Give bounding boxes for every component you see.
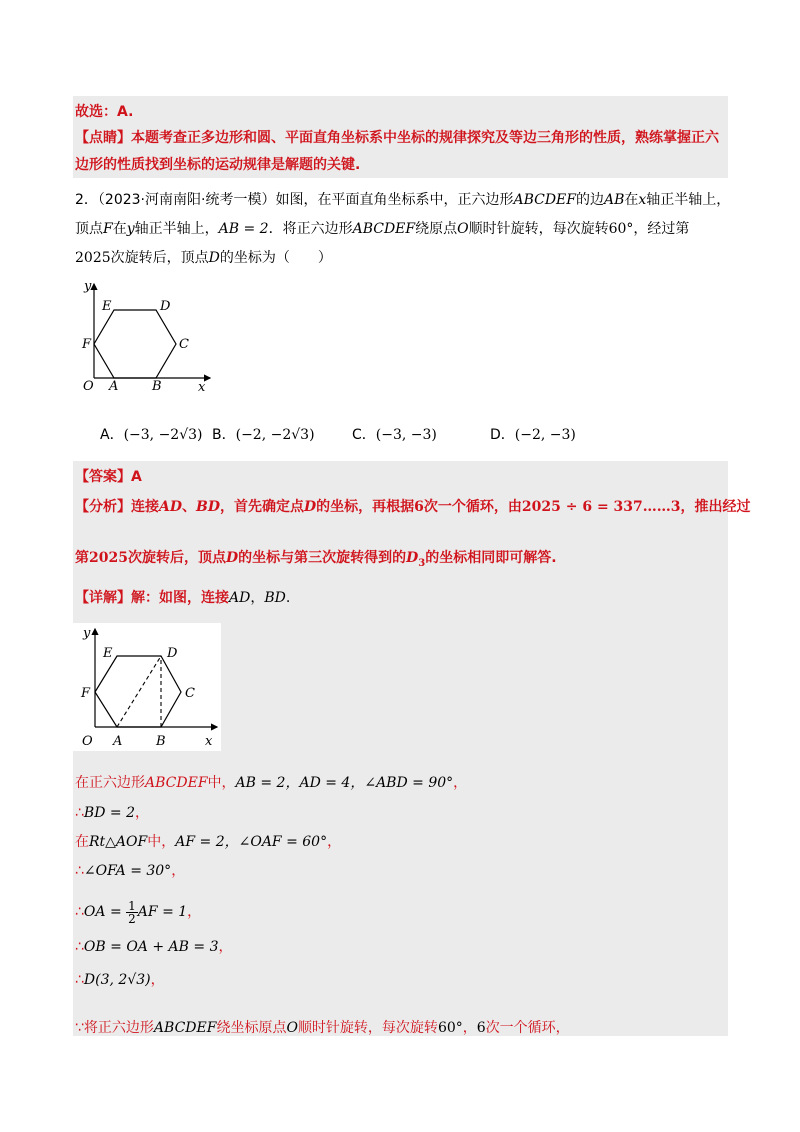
q-text: 轴正半轴上， xyxy=(646,192,731,208)
q-text: 顺时针旋转，每次旋转 xyxy=(468,221,609,237)
option-label: C． xyxy=(352,427,376,443)
a-bd: BD xyxy=(196,499,220,515)
segment-ad xyxy=(117,656,161,727)
a-text: 的坐标相同即可解答. xyxy=(425,550,557,566)
label-f: F xyxy=(82,337,92,352)
analysis-line1 xyxy=(75,497,751,517)
question-line2 xyxy=(75,219,689,239)
detail-step5: ∴OA = $\frac{1}{2}$ AF = 1， xyxy=(75,898,202,926)
detail-step3: 在Rt△AOF中，AF = 2，∠OAF = 60°， xyxy=(75,834,342,850)
d-text: 解：如图，连接 xyxy=(131,590,229,606)
q-o: O xyxy=(457,221,469,237)
a-d: D xyxy=(304,499,317,515)
therefore-symbol: ∴ xyxy=(75,863,84,879)
q-x: x xyxy=(638,192,647,208)
question-line1 xyxy=(75,190,730,210)
label-y: y xyxy=(83,626,91,641)
answer-tag: 【答案】 xyxy=(75,469,131,485)
label-c: C xyxy=(185,686,195,701)
label-e: E xyxy=(102,299,112,314)
d-text: . xyxy=(285,590,291,606)
option-b xyxy=(212,424,315,444)
a-calc: 2025 ÷ 6 = 337……3 xyxy=(521,499,681,515)
question-source: （2023·河南南阳·统考一模） xyxy=(97,192,276,208)
hexagon-figure-2 xyxy=(73,623,221,751)
label-c: C xyxy=(179,337,189,352)
q-count: 2025 xyxy=(75,250,111,266)
label-x: x xyxy=(198,380,206,393)
answer-value: A xyxy=(131,469,142,485)
a-text: 的坐标，再根据 xyxy=(316,499,415,515)
label-d: D xyxy=(160,299,171,314)
option-d xyxy=(490,424,576,444)
q-d: D xyxy=(208,250,220,266)
analysis-line2 xyxy=(75,548,557,574)
detail-tag: 【详解】 xyxy=(75,590,131,606)
detail-step7: ∴D(3, 2√3)， xyxy=(75,972,165,988)
option-a xyxy=(100,424,203,444)
answer-line xyxy=(75,467,142,487)
prev-comment-line2: 边形的性质找到坐标的运动规律是解题的关键. xyxy=(75,157,361,173)
d-bd: BD xyxy=(264,590,286,606)
q-text: 绕原点 xyxy=(415,221,458,237)
a-d: D xyxy=(225,550,239,566)
label-d: D xyxy=(167,646,178,661)
detail-step8: ∵将正六边形ABCDEF绕坐标原点O顺时针旋转，每次旋转60°，6次一个循环， xyxy=(75,1020,570,1036)
question-line3 xyxy=(75,248,332,268)
therefore-symbol: ∴ xyxy=(75,904,84,920)
q-text: 的边 xyxy=(575,192,604,208)
option-c xyxy=(352,424,437,444)
q-angle: 60° xyxy=(608,221,634,237)
q-text: ．将正六边形 xyxy=(268,221,353,237)
detail-step2: ∴BD = 2， xyxy=(75,805,149,821)
q-text: 在 xyxy=(624,192,639,208)
option-label: B． xyxy=(212,427,236,443)
label-b: B xyxy=(152,379,162,393)
option-label: A． xyxy=(100,427,124,443)
a-text: ，推出经过 xyxy=(680,499,751,515)
q-text: 轴正半轴上， xyxy=(134,221,219,237)
label-a: A xyxy=(109,379,119,393)
detail-step6: ∴OB = OA + AB = 3， xyxy=(75,939,233,955)
hexagon xyxy=(94,310,176,378)
a-text: 次一个循环，由 xyxy=(423,499,522,515)
a-text: 连接 xyxy=(131,499,159,515)
a-ad: AD xyxy=(159,499,183,515)
detail-step1: 在正六边形ABCDEF中，AB = 2，AD = 4，∠ABD = 90°， xyxy=(75,775,468,791)
label-y: y xyxy=(84,279,92,294)
a-text: 第 xyxy=(75,550,89,566)
fraction-half: $\frac{1}{2}$ xyxy=(128,898,136,926)
because-symbol: ∵ xyxy=(75,1020,84,1036)
q-hexagon: ABCDEF xyxy=(352,221,416,237)
hexagon-figure-1 xyxy=(78,278,218,393)
d-text: ， xyxy=(250,590,265,606)
label-x: x xyxy=(205,734,213,749)
label-o: O xyxy=(83,379,94,393)
option-label: D． xyxy=(490,427,515,443)
d-ad: AD xyxy=(229,590,251,606)
label-o: O xyxy=(82,734,93,749)
a-d3-sub: 3 xyxy=(418,557,426,569)
label-f: F xyxy=(81,686,91,701)
q-text: 如图，在平面直角坐标系中，正六边形 xyxy=(275,192,514,208)
q-ab: AB xyxy=(603,192,625,208)
therefore-symbol: ∴ xyxy=(75,972,84,988)
prev-conclusion: 故选：A. xyxy=(75,104,134,120)
therefore-symbol: ∴ xyxy=(75,939,84,955)
q-ab-eq: AB = 2 xyxy=(218,221,269,237)
a-count: 2025 xyxy=(89,550,128,566)
q-text: 在 xyxy=(112,221,127,237)
option-value: (−3, −2√3) xyxy=(123,427,203,443)
comment-text: 本题考查正多边形和圆、平面直角坐标系中坐标的规律探究及等边三角形的性质，熟练掌握正六 xyxy=(131,130,719,146)
option-value: (−2, −3) xyxy=(514,427,576,443)
analysis-tag: 【分析】 xyxy=(75,499,131,515)
therefore-symbol: ∴ xyxy=(75,805,84,821)
question-number: 2． xyxy=(75,192,98,208)
a-text: 、 xyxy=(182,499,197,515)
detail-intro xyxy=(75,588,290,608)
label-e: E xyxy=(103,646,113,661)
q-text: 次旋转后，顶点 xyxy=(110,250,209,266)
q-text: 顶点 xyxy=(75,221,103,237)
label-b: B xyxy=(156,734,166,749)
q-f: F xyxy=(103,221,113,237)
a-text: 的坐标与第三次旋转得到的 xyxy=(238,550,407,566)
option-value: (−2, −2√3) xyxy=(235,427,315,443)
q-hexagon: ABCDEF xyxy=(513,192,576,208)
option-value: (−3, −3) xyxy=(375,427,437,443)
label-a: A xyxy=(113,734,123,749)
comment-tag: 【点睛】 xyxy=(75,130,131,146)
detail-step4: ∴∠OFA = 30°， xyxy=(75,863,186,879)
a-d3: D xyxy=(406,550,419,566)
q-text: ，经过第 xyxy=(633,221,690,237)
a-text: ，首先确定点 xyxy=(220,499,304,515)
hexagon xyxy=(95,656,181,727)
q-y: y xyxy=(126,221,135,237)
q-text: 的坐标为（ ） xyxy=(219,250,332,266)
a-six: 6 xyxy=(414,499,424,515)
prev-comment-line1 xyxy=(75,128,719,148)
a-text: 次旋转后，顶点 xyxy=(127,550,226,566)
